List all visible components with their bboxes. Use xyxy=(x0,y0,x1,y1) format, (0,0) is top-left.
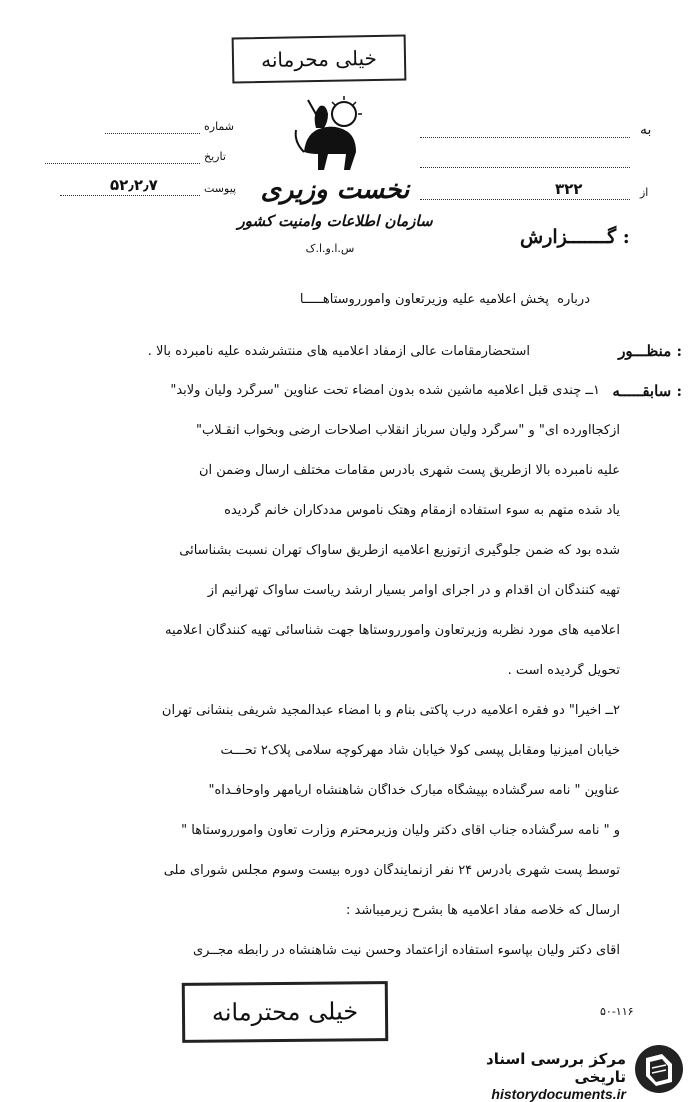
org-code: س.ا.و.ا.ک xyxy=(305,242,355,255)
body-line-15: آقای دکتر ولیان بپاسوء استفاده ازاعتماد وحسن نیت شاهنشاه در رابطه مجــری xyxy=(192,943,620,958)
body-line-5: شده بود که ضمن جلوگیری ازتوزیع اعلامیه ازطریق ساواک تهران نسبت بشناسائی xyxy=(179,543,620,558)
date-label: تاریخ xyxy=(204,150,226,163)
watermark-site-url: historydocuments.ir xyxy=(491,1086,626,1102)
org-title: نخست وزیری xyxy=(260,175,410,205)
body-line-4: یاد شده متهم به سوء استفاده ازمقام وهتک ناموس مددکاران خانم گردیده xyxy=(224,503,620,518)
body-line-11: عناوین " نامه سرگشاده بپیشگاه مبارک خداگان شاهنشاه آریامهر واوحافـداه" xyxy=(208,783,620,798)
purpose-label: منظـــور : xyxy=(618,342,682,360)
date-dots xyxy=(45,162,200,164)
attachment-value: ۵۲٫۲٫۷ xyxy=(110,176,158,194)
from-dots xyxy=(420,198,630,200)
archive-logo-icon xyxy=(632,1042,686,1096)
body-line-6: تهیه کنندگان آن اقدام و در اجرای اوامر بسیار ارشد ریاست ساواک تهرانیم از xyxy=(207,583,620,598)
number-dots xyxy=(105,132,200,134)
top-stamp-text: خیلی محرمانه xyxy=(260,45,378,73)
subject-line xyxy=(70,292,590,307)
subject-label: درباره xyxy=(557,292,590,307)
to-dots xyxy=(420,136,630,138)
top-classification-stamp xyxy=(232,34,407,83)
attachment-label: پیوست xyxy=(204,182,237,195)
watermark-site-name: مرکز بررسی اسناد تاریخی xyxy=(486,1050,626,1086)
body-line-8: تحویل گردیده است . xyxy=(507,663,620,678)
org-subtitle: سازمان اطلاعات وامنیت کشور xyxy=(237,212,433,230)
body-line-10: خیابان آمیزنیا ومقابل پپسی کولا خیابان شاد مهرکوچه سلامی پلاک۲ تحـــت xyxy=(220,743,620,758)
body-line-7: اعلامیه های مورد نظربه وزیرتعاون وامورروستاها جهت شناسائی تهیه کنندگان اعلامیه xyxy=(164,623,620,638)
purpose-text: استحضارمقامات عالی ازمفاد اعلامیه های منتشرشده علیه نامبرده بالا . xyxy=(147,344,530,359)
body-line-9: ۲ــ اخیرا" دو فقره اعلامیه درب پاکتی بنام و با امضاء عبدالمجید شریفی بنشانی تهران xyxy=(161,703,620,718)
body-line-13: توسط پست شهری بآدرس ۲۴ نفر ازنمایندگان دوره بیست وسوم مجلس شورای ملی xyxy=(163,863,620,878)
background-label: سابقـــــه : xyxy=(612,382,682,400)
body-line-3: علیه نامبرده بالا ازطریق پست شهری بآدرس مقامات مختلف ارسال وضمن آن xyxy=(198,463,620,478)
lion-and-sun-emblem-icon xyxy=(286,92,376,182)
from-label: از xyxy=(640,186,649,199)
number-label: شماره xyxy=(204,120,235,133)
to-label: به xyxy=(640,122,652,138)
subject-text: پخش اعلامیه علیه وزیرتعاون وامورروستاهـــــا xyxy=(299,292,549,307)
bottom-stamp-text: خیلی محترمانه xyxy=(211,997,359,1027)
body-line-2: ازکجاآورده ای" و "سرگرد ولیان سرباز انقلاب اصلاحات ارضی وبخواب انقـلاب" xyxy=(195,423,620,438)
to-dots-2 xyxy=(420,166,630,168)
from-value: ۳۲۲ xyxy=(555,180,583,198)
watermark-text xyxy=(436,1050,626,1102)
report-label: گـــــــزارش : xyxy=(520,226,630,248)
body-line-12: و " نامه سرگشاده جناب آقای دکتر ولیان وزیرمحترم وزارت تعاون وامورروستاها " xyxy=(181,823,620,838)
bottom-classification-stamp xyxy=(182,981,389,1043)
body-line-14: ارسال که خلاصه مفاد اعلامیه ها بشرح زیرمیباشد : xyxy=(345,903,620,918)
body-line-1: ۱ــ چندی قبل اعلامیه ماشین شده بدون امضاء تحت عناوین "سرگرد ولیان ولابد" xyxy=(170,383,600,398)
attachment-dots xyxy=(60,194,200,196)
form-code: ۵۰-۱۱۶ xyxy=(600,1005,634,1018)
